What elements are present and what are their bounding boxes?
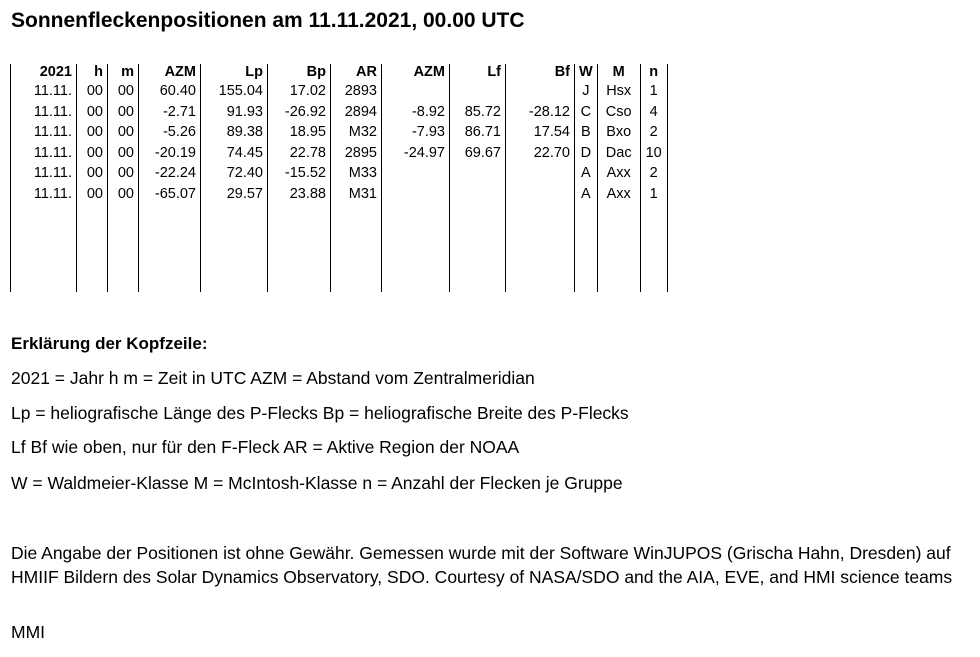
table-row: [11, 143, 668, 164]
cell: J: [575, 81, 598, 102]
cell: Dac: [597, 143, 640, 164]
explanation-line: Lp = heliografische Länge des P-Flecks Bp = heliografische Breite des P-Flecks: [11, 403, 629, 423]
cell: 00: [108, 184, 139, 205]
table-row: [11, 81, 668, 102]
header-bp: Bp: [268, 64, 331, 81]
cell: [506, 163, 575, 184]
cell: -15.52: [268, 163, 331, 184]
table-header-row: [11, 64, 668, 81]
signature: MMI: [11, 622, 46, 642]
cell: -7.93: [382, 122, 450, 143]
cell: [450, 81, 506, 102]
table-row: [11, 163, 668, 184]
cell: [382, 163, 450, 184]
cell: [506, 81, 575, 102]
cell: 00: [77, 122, 108, 143]
cell: [506, 184, 575, 205]
cell: 00: [108, 163, 139, 184]
cell: 00: [108, 122, 139, 143]
cell: -20.19: [139, 143, 201, 164]
cell: 2894: [331, 102, 382, 123]
explanation-line: Lf Bf wie oben, nur für den F-Fleck AR = Aktive Region der NOAA: [11, 437, 520, 457]
cell: 2: [640, 163, 667, 184]
header-azm-f: AZM: [382, 64, 450, 81]
cell: 23.88: [268, 184, 331, 205]
header-hour: h: [77, 64, 108, 81]
cell: 74.45: [201, 143, 268, 164]
cell: -28.12: [506, 102, 575, 123]
cell: 72.40: [201, 163, 268, 184]
header-n: n: [640, 64, 667, 81]
cell: 29.57: [201, 184, 268, 205]
cell: 11.11.: [11, 81, 77, 102]
cell: 11.11.: [11, 102, 77, 123]
cell: D: [575, 143, 598, 164]
header-year: 2021: [11, 64, 77, 81]
cell: -24.97: [382, 143, 450, 164]
header-minute: m: [108, 64, 139, 81]
cell: 00: [77, 143, 108, 164]
cell: 10: [640, 143, 667, 164]
header-w: W: [575, 64, 598, 81]
cell: 2: [640, 122, 667, 143]
cell: M32: [331, 122, 382, 143]
table-row: [11, 122, 668, 143]
cell: [450, 163, 506, 184]
cell: A: [575, 184, 598, 205]
cell: 2893: [331, 81, 382, 102]
explanation-line: 2021 = Jahr h m = Zeit in UTC AZM = Abstand vom Zentralmeridian: [11, 368, 535, 388]
cell: -26.92: [268, 102, 331, 123]
cell: 1: [640, 81, 667, 102]
cell: Bxo: [597, 122, 640, 143]
cell: M31: [331, 184, 382, 205]
cell: -5.26: [139, 122, 201, 143]
cell: 2895: [331, 143, 382, 164]
cell: -8.92: [382, 102, 450, 123]
header-azm-p: AZM: [139, 64, 201, 81]
cell: Axx: [597, 184, 640, 205]
cell: 11.11.: [11, 122, 77, 143]
cell: 00: [77, 184, 108, 205]
cell: Cso: [597, 102, 640, 123]
cell: 69.67: [450, 143, 506, 164]
cell: 4: [640, 102, 667, 123]
cell: 22.70: [506, 143, 575, 164]
header-m: M: [597, 64, 640, 81]
table-row: [11, 184, 668, 205]
cell: 22.78: [268, 143, 331, 164]
cell: 17.02: [268, 81, 331, 102]
cell: -2.71: [139, 102, 201, 123]
table-filler-row: [11, 204, 668, 292]
cell: 17.54: [506, 122, 575, 143]
cell: 00: [77, 81, 108, 102]
cell: 00: [108, 81, 139, 102]
cell: 155.04: [201, 81, 268, 102]
header-lp: Lp: [201, 64, 268, 81]
cell: [382, 81, 450, 102]
header-ar: AR: [331, 64, 382, 81]
cell: 11.11.: [11, 143, 77, 164]
explanation-line: W = Waldmeier-Klasse M = McIntosh-Klasse n = Anzahl der Flecken je Gruppe: [11, 473, 623, 493]
header-bf: Bf: [506, 64, 575, 81]
table-row: [11, 102, 668, 123]
disclaimer-text: Die Angabe der Positionen ist ohne Gewähr. Gemessen wurde mit der Software WinJUPOS (Grischa Hahn, Dresden) auf HMIIF Bildern des Solar Dynamics Observatory, SDO. Courtesy of NASA/SDO and the AIA, EVE, and HMI science teams: [11, 543, 953, 587]
cell: 1: [640, 184, 667, 205]
header-lf: Lf: [450, 64, 506, 81]
cell: A: [575, 163, 598, 184]
page-title: Sonnenfleckenpositionen am 11.11.2021, 00.00 UTC: [11, 9, 525, 32]
cell: Hsx: [597, 81, 640, 102]
sunspot-table: [10, 64, 668, 292]
cell: 11.11.: [11, 163, 77, 184]
cell: 00: [77, 163, 108, 184]
cell: 00: [108, 143, 139, 164]
explanation-heading: Erklärung der Kopfzeile:: [11, 334, 208, 353]
cell: C: [575, 102, 598, 123]
cell: 85.72: [450, 102, 506, 123]
cell: B: [575, 122, 598, 143]
cell: [450, 184, 506, 205]
cell: 60.40: [139, 81, 201, 102]
cell: 00: [77, 102, 108, 123]
cell: -65.07: [139, 184, 201, 205]
cell: 91.93: [201, 102, 268, 123]
cell: 89.38: [201, 122, 268, 143]
cell: [382, 184, 450, 205]
cell: 86.71: [450, 122, 506, 143]
cell: 00: [108, 102, 139, 123]
cell: 18.95: [268, 122, 331, 143]
cell: M33: [331, 163, 382, 184]
cell: 11.11.: [11, 184, 77, 205]
cell: -22.24: [139, 163, 201, 184]
cell: Axx: [597, 163, 640, 184]
